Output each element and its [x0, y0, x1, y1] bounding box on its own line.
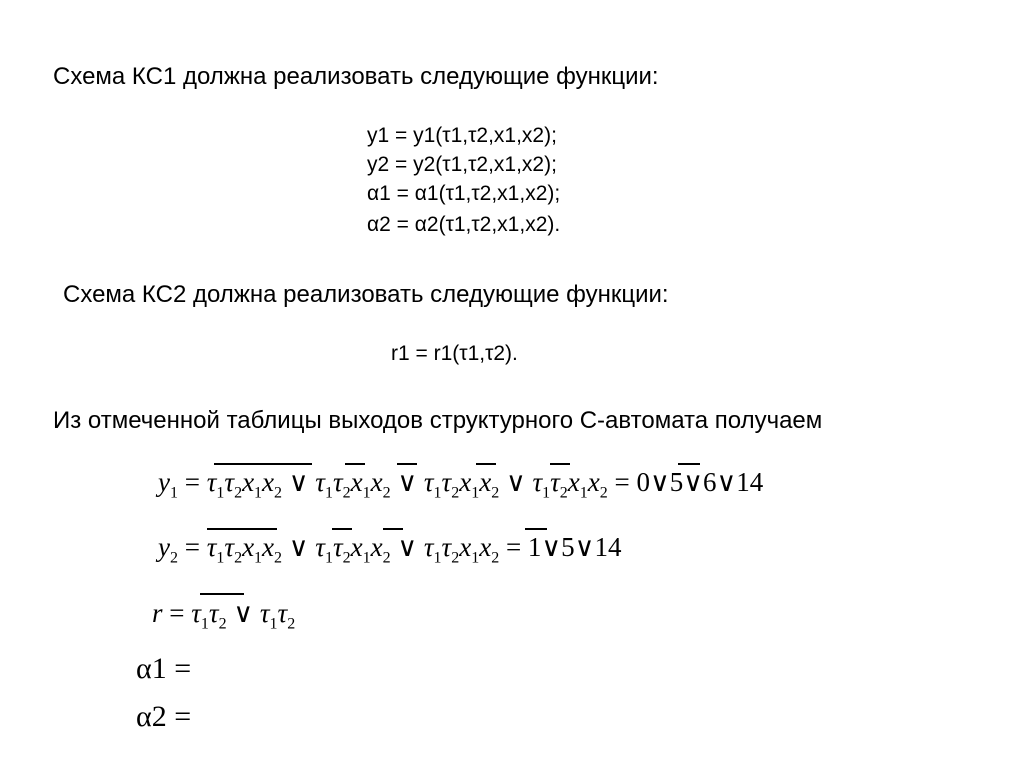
formula-r	[152, 598, 295, 633]
formula-y2-equals: =	[184, 532, 200, 562]
formula-y1-equals-2: =	[614, 467, 630, 497]
formula-y1-terms: $\tau_1\tau_2x_1x_2$ ∨ $\tau_1\tau_2x_1x_2$ ∨ $\tau_1\tau_2x_1x_2$ ∨ $\tau_1\tau_2x_1x_2$	[206, 467, 608, 502]
formula-y2-value: 1∨5∨14	[527, 532, 622, 562]
formula-y2-terms: $\tau_1\tau_2x_1x_2$ ∨ $\tau_1\tau_2x_1x_2$ ∨ $\tau_1\tau_2x_1x_2$	[206, 532, 500, 567]
table-heading: Из отмеченной таблицы выходов структурного С-автомата получаем	[53, 407, 823, 434]
kc1-function-alpha2: α2 = α2(τ1,τ2,x1,x2).	[367, 213, 561, 236]
formula-y2	[158, 532, 621, 567]
formula-y1-lhs: $y_1$	[158, 467, 178, 502]
y1-overline-term3-tau	[476, 463, 496, 465]
r-overline-group	[200, 593, 244, 595]
kc1-function-y1: y1 = y1(τ1,τ2,x1,x2);	[367, 124, 557, 147]
formula-y2-equals-2: =	[505, 532, 522, 562]
formula-alpha2: α2 =	[136, 700, 192, 733]
kc1-heading: Схема КС1 должна реализовать следующие функции:	[53, 63, 659, 90]
kc2-function-r1: r1 = r1(τ1,τ2).	[391, 342, 518, 365]
y1-overline-term3-x	[550, 463, 570, 465]
kc1-function-y2: y2 = y2(τ1,τ2,x1,x2);	[367, 153, 557, 176]
formula-alpha1: α1 =	[136, 652, 192, 685]
formula-r-equals: =	[169, 598, 185, 628]
kc2-heading: Схема КС2 должна реализовать следующие функции:	[63, 281, 669, 308]
formula-y1-value: 0∨5∨6∨14	[636, 467, 764, 497]
y1-overline-term4-x	[678, 463, 700, 465]
y2-overline-term2-x	[383, 528, 403, 530]
formula-y1	[158, 467, 763, 502]
formula-r-terms: $\tau_1\tau_2$ ∨ $\tau_1\tau_2$	[191, 598, 296, 633]
y1-overline-group-1	[214, 463, 312, 465]
y2-overline-term3-x	[525, 528, 547, 530]
y2-overline-group-1	[207, 528, 277, 530]
y2-overline-term2-tau	[332, 528, 352, 530]
formula-y2-lhs: $y_2$	[158, 532, 178, 567]
kc1-function-alpha1: α1 = α1(τ1,τ2,x1,x2);	[367, 182, 561, 205]
y1-overline-term2-x	[397, 463, 417, 465]
formula-r-lhs: r	[152, 598, 163, 628]
y1-overline-term2-tau	[345, 463, 365, 465]
formula-y1-equals: =	[184, 467, 200, 497]
